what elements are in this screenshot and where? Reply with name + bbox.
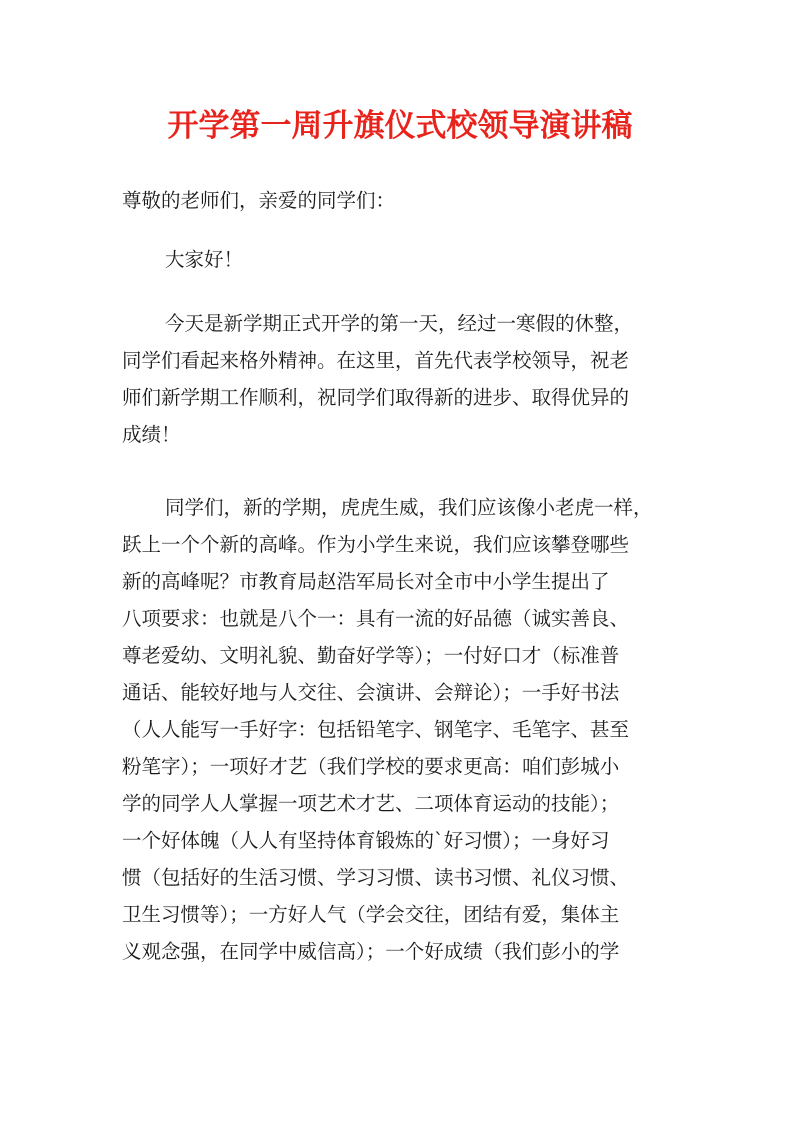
paragraph-line: 今天是新学期正式开学的第一天，经过一寒假的休整，	[165, 312, 634, 335]
paragraph-line: 成绩！	[122, 423, 181, 446]
paragraph-line: 新的高峰呢？市教育局赵浩军局长对全市中小学生提出了	[122, 570, 610, 593]
paragraph-line: 同学们看起来格外精神。在这里，首先代表学校领导，祝老	[122, 349, 630, 372]
paragraph-line: 八项要求：也就是八个一：具有一流的好品德（诚实善良、	[122, 607, 630, 630]
greeting: 大家好！	[165, 248, 244, 271]
salutation: 尊敬的老师们，亲爱的同学们：	[122, 189, 396, 212]
paragraph-line: 同学们，新的学期，虎虎生威，我们应该像小老虎一样，	[165, 496, 653, 519]
paragraph-line: 义观念强，在同学中威信高）；一个好成绩（我们彭小的学	[122, 940, 620, 963]
paragraph-line: 尊老爱幼、文明礼貌、勤奋好学等）；一付好口才（标准普	[122, 644, 620, 667]
paragraph-line: 卫生习惯等）；一方好人气（学会交往，团结有爱，集体主	[122, 903, 620, 926]
paragraph-line: 通话、能较好地与人交往、会演讲、会辩论）；一手好书法	[122, 681, 620, 704]
paragraph-line: 跃上一个个新的高峰。作为小学生来说，我们应该攀登哪些	[122, 533, 630, 556]
paragraph-line: 粉笔字）；一项好才艺（我们学校的要求更高：咱们彭城小	[122, 755, 620, 778]
paragraph-line: 学的同学人人掌握一项艺术才艺、二项体育运动的技能）；	[122, 792, 620, 815]
paragraph-line: 惯（包括好的生活习惯、学习习惯、读书习惯、礼仪习惯、	[122, 866, 630, 889]
paragraph-line: 师们新学期工作顺利，祝同学们取得新的进步、取得优异的	[122, 386, 630, 409]
paragraph-line: 一个好体魄（人人有坚持体育锻炼的`好习惯）；一身好习	[122, 829, 610, 852]
paragraph-line: （人人能写一手好字：包括铅笔字、钢笔字、毛笔字、甚至	[122, 718, 630, 741]
document-title: 开学第一周升旗仪式校领导演讲稿	[167, 108, 633, 144]
